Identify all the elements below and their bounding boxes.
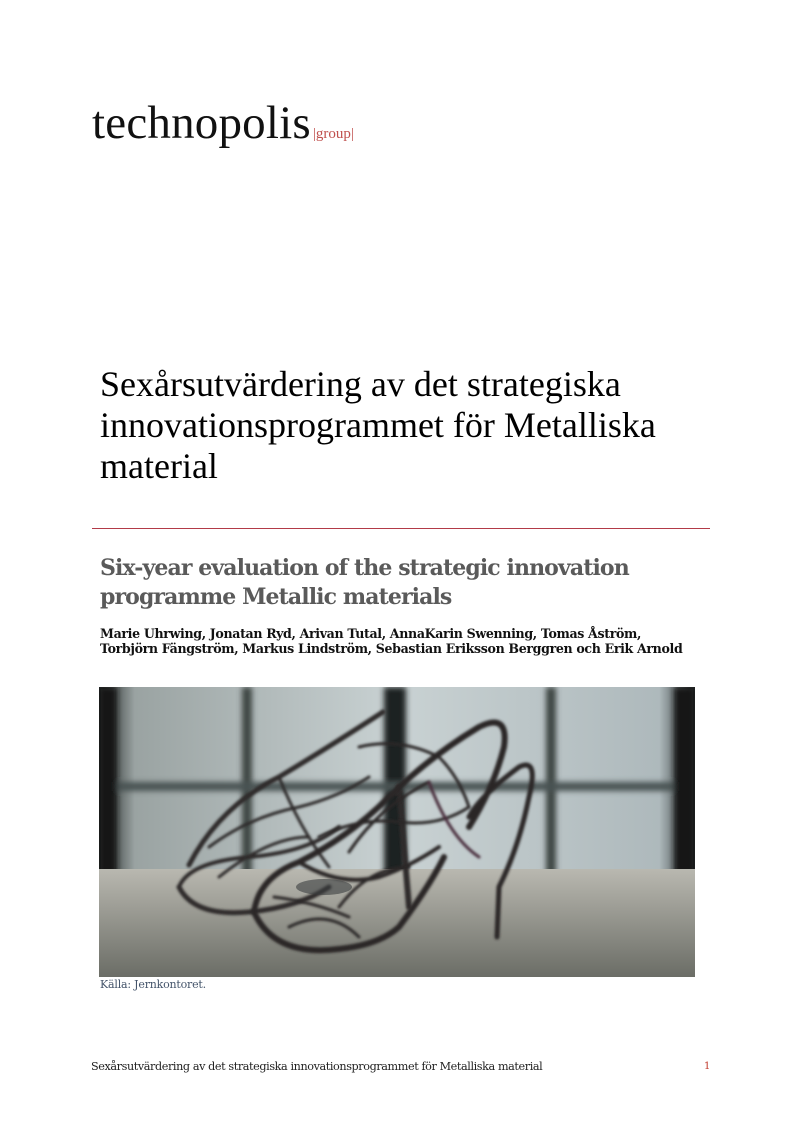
technopolis-logo [92, 97, 354, 149]
page-number: 1 [704, 1061, 711, 1072]
logo-wordmark: technopolis [92, 97, 311, 149]
document-title: Sexårsutvärdering av det strategiska innovationsprogrammet för Metalliska material [100, 364, 656, 486]
footer-running-title: Sexårsutvärdering av det strategiska innovationsprogrammet för Metalliska material [91, 1060, 543, 1073]
logo-group-suffix: |group| [312, 126, 354, 142]
english-subtitle: Six-year evaluation of the strategic innovation programme Metallic materials [100, 555, 629, 610]
figure-caption: Källa: Jernkontoret. [100, 978, 206, 991]
cover-photo [99, 687, 695, 977]
author-list: Marie Uhrwing, Jonatan Ryd, Arivan Tutal, AnnaKarin Swenning, Tomas Åström, Torbjörn Fängström, Markus Lindström, Sebastian Eriksson Berggren och Erik Arnold [100, 626, 683, 656]
title-divider [92, 528, 710, 529]
lattice-shoes-image [99, 687, 695, 977]
